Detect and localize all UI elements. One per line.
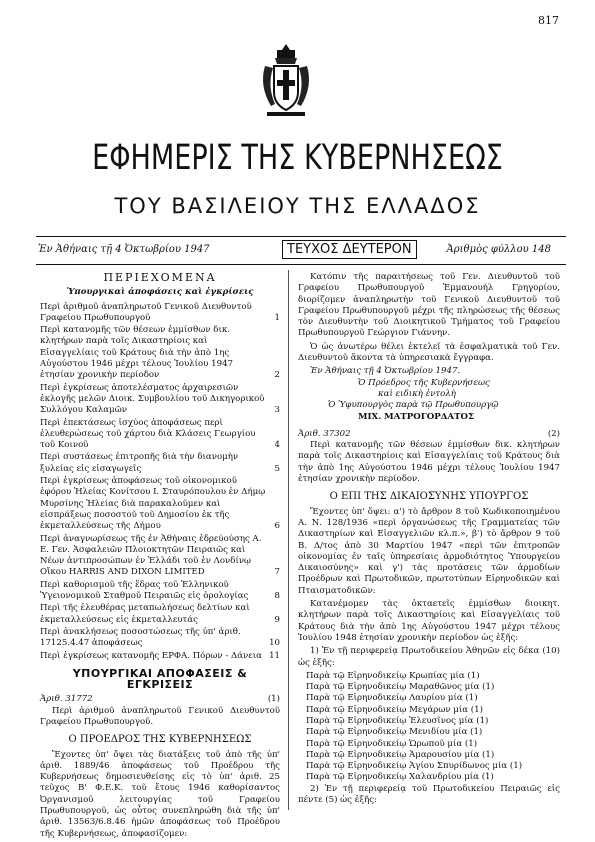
place-date: Ἐν Ἀθήναις τῇ 4 Ὀκτωβρίου 1947. (310, 366, 461, 377)
toc-entry-text: Περὶ ἐπεκτάσεως ἰσχύος ἀποφάσεως περὶ ἐλευθερώσεως τοῦ χάρτου διὰ Κλάσεις Γεωργίου τοῦ Κοινοῦ (40, 417, 256, 451)
toc-list (40, 302, 280, 662)
court-allocation-item: Παρὰ τῷ Εἰρηνοδικείῳ Ἀμαρουσίου μία (1) (306, 749, 495, 760)
newspaper-subtitle: ΤΟΥ ΒΑΣΙΛΕΙΟΥ ΤΗΣ ΕΛΛΑΔΟΣ (114, 194, 481, 218)
divider (36, 264, 566, 265)
toc-entry (40, 651, 280, 662)
newspaper-title: ΕΦΗΜΕΡΙΣ ΤΗΣ ΚΥΒΕΡΝΗΣΕΩΣ (92, 138, 503, 178)
toc-entry (40, 418, 280, 452)
toc-entry (40, 476, 280, 532)
column-divider (288, 270, 289, 810)
considerations-paragraph: Ἔχοντες ὑπ' ὄψει: α') τὸ ἄρθρον 8 τοῦ Κωδικοποιημένου Α. Ν. 128/1936 «περὶ ὀργανώσεως τῆς Γραμματείας τῶν Δικαστηρίων καὶ Εἰσαγγελιῶν κλ.π.», β') τὸ ἄρθρον 9 τοῦ Β. Δ/τος ἀπὸ 30 Μαρτίου 1947 «περὶ τῶν ἐπιτροπῶν οἰκονομίας ἐν ταῖς ὑπηρεσίαις ἁρμοδιότητος Ὑπουργείου Δικαιοσύνης» καὶ γ') τὰς προτάσεις τῶν ἁρμοδίων Προέδρων καὶ Πρωτοδικῶν, πρωτοτύπων Εἰρηνοδικῶν καὶ Πταισματοδικῶν: (298, 506, 560, 596)
court-allocation-item: Παρὰ τῷ Εἰρηνοδικείῳ Ὡρωποῦ μία (1) (306, 738, 478, 749)
decision-paragraph: Ἔχοντες ὑπ' ὄψει τὰς διατάξεις τοῦ ἀπὸ τῆς ὑπ' ἀριθ. 1889/46 ἀποφάσεως τοῦ Προέδρου τῆς Κυβερνήσεως δημοσιευθείσης εἰς τὸ ὑπ' ἀριθ. 25 τεῦχος Β' Φ.Ε.Κ. τοῦ ἔτους 1946 καθορίσαντος Ὀργανισμοῦ λειτουργίας τοῦ Γραφείου Πρωθυπουργοῦ, ὡς οὗτος συνεπληρώθη διὰ τῆς ὑπ' ἀριθ. 13563/6.8.46 ἡμῶν ἀποφάσεως τοῦ Προέδρου τῆς Κυβερνήσεως, ἀποφασίζομεν: (40, 749, 280, 839)
authority-heading: Ο ΠΡΟΕΔΡΟΣ ΤΗΣ ΚΥΒΕΡΝΗΣΕΩΣ (68, 734, 252, 746)
reference-description: Περὶ ἀριθμοῦ ἀναπληρωτοῦ Γενικοῦ Διευθυντοῦ Γραφείου Πρωθυπουργοῦ. (40, 705, 280, 727)
toc-entry (40, 603, 280, 626)
toc-entry-text: Περὶ ἀριθμοῦ ἀναπληρωτοῦ Γενικοῦ Διευθυντοῦ Γραφείου Πρωθυπουργοῦ (40, 301, 252, 323)
appointment-paragraph: Κατόπιν τῆς παραιτήσεως τοῦ Γεν. Διευθυντοῦ τοῦ Γραφείου Πρωθυπουργοῦ Ἐμμανουὴλ Γρηγορίου, διορίζομεν ἀναπληρωτὴν τοῦ Γενικοῦ Διευθυντοῦ τοῦ Γραφείου Πρωθυπουργοῦ μέχρι τῆς πληρώσεως τῆς θέσεως τὸν Διευθυντὴν τοῦ Διοικητικοῦ Τμήματος τοῦ Γραφείου Πρωθυπουργοῦ Γεώργιον Γιάννην. (298, 272, 560, 339)
page-number: 817 (538, 14, 559, 27)
court-allocation-item: Παρὰ τῷ Εἰρηνοδικείῳ Μεγάρων μία (1) (306, 704, 483, 715)
toc-entry-text: Περὶ ἀνακλήσεως ποσοστώσεως τῆς ὑπ' ἀριθ. 17125.4.47 ἀποφάσεως (40, 626, 241, 649)
piraeus-district-paragraph: 2) Ἐν τῇ περιφερείᾳ τοῦ Πρωτοδικείου Πειραιῶς εἰς πέντε (5) ὡς ἑξῆς: (298, 783, 560, 806)
issue-date: Ἐν Ἀθήναις τῇ 4 Ὀκτωβρίου 1947 (38, 244, 210, 255)
toc-entry-text: Περὶ ἐγκρίσεως ἀποτελέσματος ἀρχαιρεσιῶν ἐκλογῆς μελῶν Διοικ. Συμβουλίου τοῦ Δικηγορικοῦ Συλλόγου Καλαμῶν (40, 382, 265, 416)
toc-subheading: Ὑπουργικαὶ ἀποφάσεις καὶ ἐγκρίσεις (66, 287, 254, 298)
athens-district-paragraph: 1) Ἐν τῇ περιφερείᾳ Πρωτοδικείου Ἀθηνῶν εἰς δέκα (10) ὡς ἑξῆς: (298, 646, 560, 668)
toc-entry-text: Περὶ κατανομῆς τῶν θέσεων ἐμμίσθων δικ. κλητήρων παρὰ τοῖς Δικαστηρίοις καὶ Εἰσαγγελίαις τοῦ Κράτους διὰ τὴν ἀπὸ 1ης Αὐγούστου 1946 μέχρι τέλους Ἰουλίου 1947 ἐτησίαν χρονικὴν περίοδον (40, 325, 234, 381)
left-column (40, 272, 280, 842)
court-allocation-item: Παρὰ τῷ Εἰρηνοδικείῳ Λαυρίου μία (1) (306, 693, 478, 704)
toc-entry-text: Περὶ ἐγκρίσεως ἀποφάσεως τοῦ οἰκονομικοῦ ἐφόρου Ἠλείας Κονίτσου Ι. Σταυρόπουλου ἐν Δήμῳ Μυρσίνης Ἠλείας διὰ παρακαλοῦμεν καὶ εἰσπράξεως ποσοστοῦ τοῦ Δημοσίου ἐκ τῆς ἐκμεταλλεύσεως τῆς Δήμου (40, 476, 266, 532)
authority-heading: Ο ΕΠΙ ΤΗΣ ΔΙΚΑΙΟΣΥΝΗΣ ΥΠΟΥΡΓΟΣ (329, 491, 529, 503)
reference-number: Ἀριθ. 37302 (298, 428, 351, 439)
toc-entry-page: 4 (274, 440, 280, 451)
toc-entry (40, 325, 280, 381)
court-allocation-list (306, 671, 560, 784)
toc-entry-page: 2 (274, 370, 280, 381)
divider (36, 236, 566, 237)
reference-number: Ἀριθ. 31772 (40, 694, 93, 705)
court-allocation-item: Παρὰ τῷ Εἰρηνοδικείῳ Κρωπίας μία (1) (306, 670, 480, 681)
section-title: ΥΠΟΥΡΓΙΚΑΙ ΑΠΟΦΑΣΕΙΣ & ΕΓΚΡΙΣΕΙΣ (72, 666, 248, 692)
toc-entry (40, 302, 280, 325)
court-allocation-item: Παρὰ τῷ Εἰρηνοδικείῳ Ἀγίου Σπυρίδωνος μία (1) (306, 761, 523, 772)
reference-line (298, 429, 560, 440)
signature-line-1: Ὁ Πρόεδρος τῆς Κυβερνήσεως (358, 377, 490, 388)
toc-entry-text: Περὶ ἐγκρίσεως κατανομῆς ΕΡΦΑ. Πόρων - Δάνεια (40, 650, 262, 661)
toc-entry-page: 11 (269, 650, 280, 661)
court-allocation-item: Παρὰ τῷ Εἰρηνοδικείῳ Μενιδίου μία (1) (306, 727, 483, 738)
reference-description: Περὶ κατανομῆς τῶν θέσεων ἐμμίσθων δικ. κλητήρων παρὰ τοῖς Δικαστηρίοις καὶ Εἰσαγγελίαις τοῦ Κράτους διὰ τὴν ἀπὸ 1ης Αὐγούστου 1946 μέχρι τέλους Ἰουλίου 1947 ἐτησίαν χρονικὴν περίοδον. (298, 440, 560, 485)
reference-index: (2) (547, 428, 560, 439)
toc-entry-page: 7 (274, 567, 280, 578)
toc-entry-page: 10 (269, 638, 280, 649)
signature-line-2: καὶ ειδικὴ ἐντολὴ (378, 388, 456, 399)
court-allocation-item: Παρὰ τῷ Εἰρηνοδικείῳ Χαλανδρίου μία (1) (306, 772, 494, 783)
issue-series: ΤΕΥΧΟΣ ΔΕΥΤΕΡΟΝ (282, 240, 417, 259)
toc-entry-page: 3 (274, 405, 280, 416)
allocation-paragraph: Κατανέμομεν τὰς ὀκταετεῖς ἐμμίσθων διοικητ. κλητήρων παρὰ τοῖς Δικαστηρίοις καὶ Εἰσαγγελίαις τοῦ Κράτους διὰ τὴν ἀπὸ 1ης Αὐγούστου 1947 μέχρι τέλους Ἰουλίου 1948 ἐτησίαν χρονικὴν περίοδον ὡς ἑξῆς: (298, 599, 560, 643)
toc-entry-page: 1 (274, 312, 280, 323)
royal-coat-of-arms-icon (257, 42, 315, 122)
toc-entry-text: Περὶ τῆς ἐλευθέρας μεταπωλήσεως δελτίων καὶ ἐκμεταλλεύσεως εἰς ἐκμεταλλευτάς (40, 603, 250, 625)
toc-entry-page: 6 (274, 521, 280, 532)
toc-entry-text: Περὶ ἀναγνωρίσεως τῆς ἐν Ἀθήναις ἑδρεύούσης Α. Ε. Γεν. Ἀσφαλειῶν Πλοιοκτητῶν Πειραιῶς καὶ Νέων ἀντιπροσώπων ἐν Ἑλλάδι τοῦ ἐν Λονδίνῳ Οἴκου HARRIS AND DIXON LIMITED (40, 533, 262, 578)
toc-entry-page: 5 (274, 463, 280, 474)
toc-heading: ΠΕΡΙΕΧΟΜΕΝΑ (103, 271, 217, 284)
toc-entry-text: Περὶ καθορισμοῦ τῆς ἕδρας τοῦ Ἑλληνικοῦ Ὑγειονομικοῦ Σταθμοῦ Πειραιῶς εἰς ὁρολογίας (40, 579, 249, 602)
toc-entry (40, 580, 280, 603)
toc-entry (40, 534, 280, 579)
toc-entry (40, 383, 280, 417)
issue-info-bar (26, 240, 571, 262)
toc-entry-text: Περὶ συστάσεως ἐπιτροπῆς διὰ τὴν διανομὴν ξυλείας εἰς εἰσαγωγεῖς (40, 452, 239, 474)
toc-entry-page: 8 (274, 591, 280, 602)
reference-index: (1) (267, 694, 280, 705)
signature-line-3: Ὁ Ὑφυπουργὸς παρὰ τῷ Πρωθυπουργῷ (328, 400, 499, 411)
court-allocation-item: Παρὰ τῷ Εἰρηνοδικείῳ Ἐλευσῖνος μία (1) (306, 715, 489, 726)
reference-line (40, 694, 280, 705)
toc-entry (40, 452, 280, 475)
sheet-number: Ἀριθμὸς φύλλου 148 (446, 244, 551, 255)
note-paragraph: Ὁ ὡς ἀνωτέρω θέλει ἐκτελεῖ τὰ ἐσφαλματικὰ τοῦ Γεν. Διευθυντοῦ ἄκοντα τὰ ὑπηρεσιακὰ ἔγγραφα. (298, 341, 560, 364)
court-allocation-item: Παρὰ τῷ Εἰρηνοδικείῳ Μαραθῶνος μία (1) (306, 682, 495, 693)
toc-entry (40, 627, 280, 650)
toc-entry-page: 9 (274, 614, 280, 625)
right-column (298, 272, 560, 808)
signatory-name: ΜΙΧ. ΜΑΤΡΟΓΟΡΔΑΤΟΣ (358, 411, 475, 422)
